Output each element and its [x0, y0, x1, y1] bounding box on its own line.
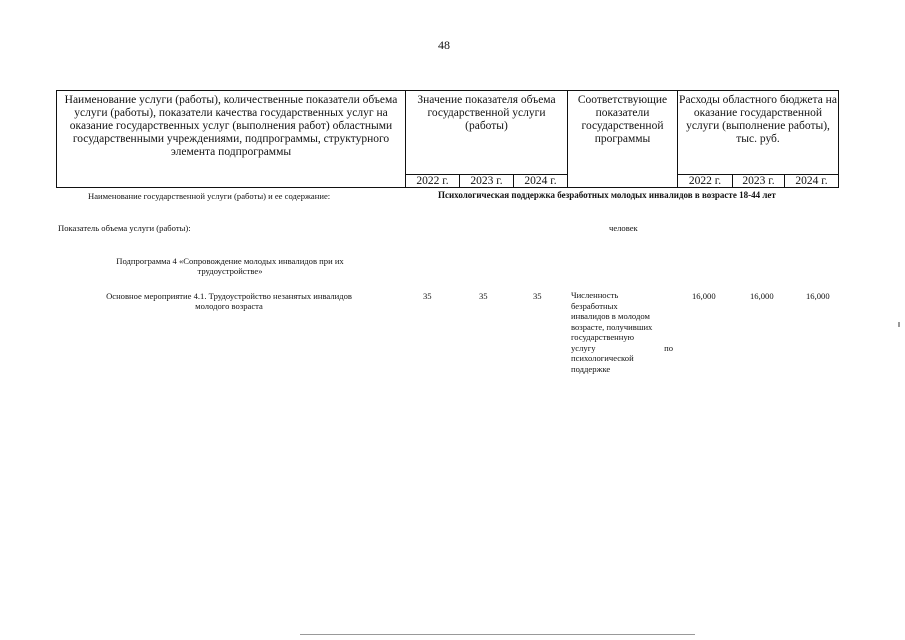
activity-volume-2024: 35: [533, 291, 542, 301]
indicator-label: Показатель объема услуги (работы):: [58, 223, 191, 233]
program-indicator-line: инвалидов в молодом: [571, 311, 650, 321]
program-indicator-line: возрасте, получивших: [571, 321, 653, 332]
program-indicator-word: по: [664, 342, 673, 353]
service-label: Наименование государственной услуги (работы) и ее содержание:: [88, 191, 331, 201]
service-value: Психологическая поддержка безработных молодых инвалидов в возрасте 18-44 лет: [438, 190, 776, 200]
program-indicator-line: Численность: [571, 290, 619, 300]
page-number: 48: [438, 38, 450, 52]
activity-title-line2: молодого возраста: [195, 301, 263, 311]
activity-title-line1: Основное мероприятие 4.1. Трудоустройство незанятых инвалидов: [106, 291, 352, 301]
bottom-scan-rule: [300, 634, 695, 635]
program-indicator-line: безработных: [571, 300, 618, 311]
header-expense-year-2023: 2023 г.: [733, 175, 785, 188]
subprogram-title-line2: трудоустройстве»: [197, 266, 263, 276]
header-year-2023: 2023 г.: [460, 175, 514, 188]
subprogram-title-line1: Подпрограмма 4 «Сопровождение молодых инвалидов при их: [116, 256, 344, 266]
activity-volume-2022: 35: [423, 291, 432, 301]
header-year-2024: 2024 г.: [514, 175, 568, 188]
program-indicator-line: поддержке: [571, 363, 611, 374]
header-expense-year-2022: 2022 г.: [678, 175, 733, 188]
program-indicator-text: [571, 290, 673, 374]
header-col-volume: Значение показателя объема государственной услуги (работы): [406, 91, 568, 175]
header-year-2022: 2022 г.: [406, 175, 460, 188]
activity-expense-2023: 16,000: [750, 291, 774, 301]
header-table: [56, 90, 839, 188]
program-indicator-word: услугу: [571, 342, 596, 353]
activity-title: [58, 291, 400, 311]
activity-expense-2022: 16,000: [692, 291, 716, 301]
activity-volume-2023: 35: [479, 291, 488, 301]
subprogram-title: [80, 256, 380, 276]
program-indicator-line: [571, 343, 673, 354]
activity-expense-2024: 16,000: [806, 291, 830, 301]
header-col-program-indicators: Соответствующие показатели государственной программы: [568, 91, 678, 188]
program-indicator-line: психологической: [571, 353, 634, 363]
program-indicator-line: государственную: [571, 332, 635, 342]
header-col-expenses: Расходы областного бюджета на оказание государственной услуги (выполнение работы), тыс. руб.: [678, 91, 839, 175]
header-expense-year-2024: 2024 г.: [785, 175, 839, 188]
scan-edge-mark: [898, 322, 900, 327]
indicator-unit: человек: [609, 223, 638, 233]
header-col-name: Наименование услуги (работы), количественные показатели объема услуги (работы), показатели качества государственных услуг на оказание государственных услуг (выполнения работ) областными государственными учреждениями, подпрограммы, структурного элемента подпрограммы: [57, 91, 406, 188]
